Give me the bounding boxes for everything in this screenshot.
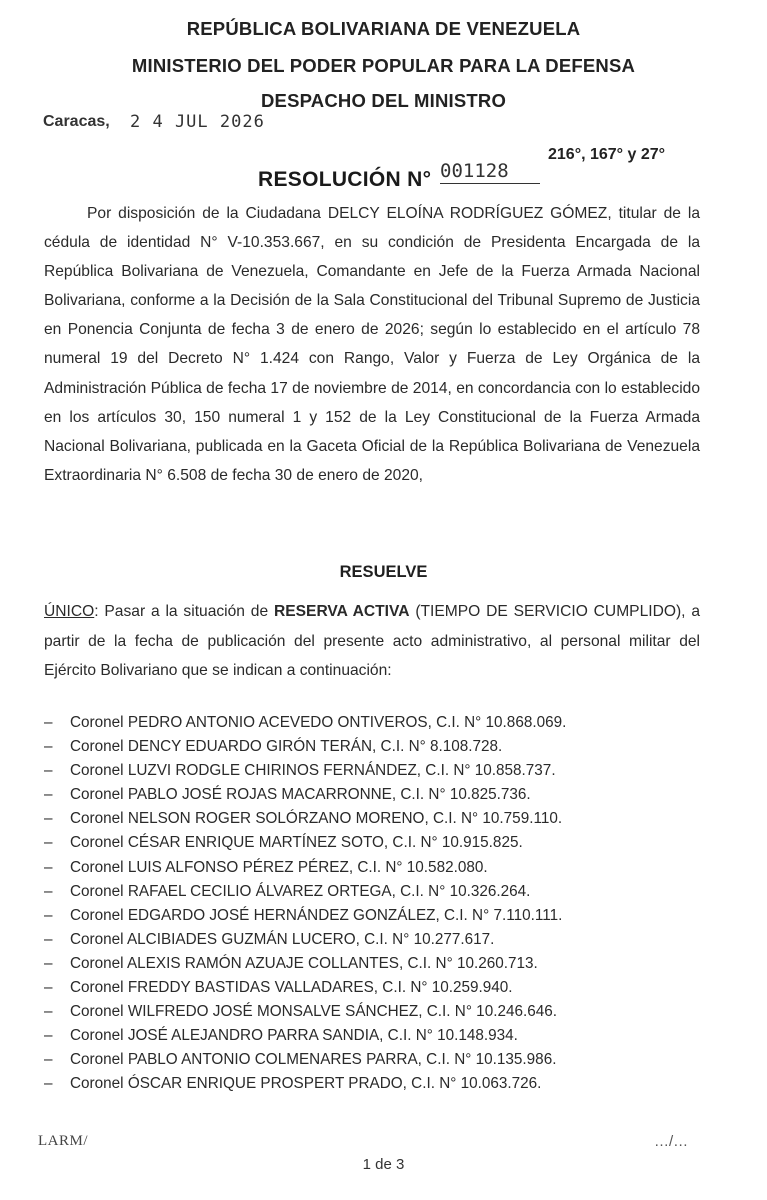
list-dash: – [44, 906, 53, 924]
list-dash: – [44, 979, 53, 997]
list-item [44, 735, 566, 759]
continuation-mark: …/… [654, 1133, 689, 1150]
personnel-entry: Coronel NELSON ROGER SOLÓRZANO MORENO, C.I. N° 10.759.110. [70, 810, 563, 828]
personnel-entry: Coronel ÓSCAR ENRIQUE PROSPERT PRADO, C.I. N° 10.063.726. [70, 1075, 542, 1093]
personnel-entry: Coronel ALEXIS RAMÓN AZUAJE COLLANTES, C.I. N° 10.260.713. [70, 954, 538, 972]
personnel-entry: Coronel RAFAEL CECILIO ÁLVAREZ ORTEGA, C.I. N° 10.326.264. [70, 882, 531, 900]
list-item [44, 928, 566, 952]
operative-paragraph [44, 597, 700, 686]
list-item [44, 1000, 566, 1024]
list-item [44, 1048, 566, 1072]
personnel-entry: Coronel FREDDY BASTIDAS VALLADARES, C.I. N° 10.259.940. [70, 979, 513, 997]
personnel-entry: Coronel PEDRO ANTONIO ACEVEDO ONTIVEROS, C.I. N° 10.868.069. [70, 714, 567, 731]
header-line-ministry: MINISTERIO DEL PODER POPULAR PARA LA DEFENSA [131, 55, 636, 76]
personnel-entry: Coronel LUZVI RODGLE CHIRINOS FERNÁNDEZ, C.I. N° 10.858.737. [70, 762, 556, 780]
date-stamp: 2 4 JUL 2026 [130, 112, 265, 132]
operative-label: ÚNICO [44, 603, 95, 620]
list-item [44, 711, 566, 735]
list-dash: – [44, 786, 53, 804]
list-item [44, 952, 566, 976]
list-dash: – [44, 930, 53, 948]
list-item [44, 783, 566, 807]
resolution-years: 216°, 167° y 27° [548, 146, 666, 163]
list-item [44, 831, 566, 855]
operative-text-2: (TIEMPO DE SERVICIO CUMPLIDO), a partir de la fecha de publicación del presente acto administrativo, al personal militar del Ejército Bolivariano que se indican a continuación: [44, 603, 701, 679]
list-item [44, 880, 566, 904]
list-dash: – [44, 954, 53, 972]
list-dash: – [44, 810, 53, 828]
personnel-entry: Coronel DENCY EDUARDO GIRÓN TERÁN, C.I. N° 8.108.728. [70, 738, 503, 756]
list-dash: – [44, 714, 53, 731]
personnel-entry: Coronel EDGARDO JOSÉ HERNÁNDEZ GONZÁLEZ, C.I. N° 7.110.111. [70, 906, 563, 924]
list-dash: – [44, 858, 53, 876]
document-place: Caracas, [43, 113, 110, 130]
list-dash: – [44, 762, 53, 780]
list-item [44, 976, 566, 1000]
page-number: 1 de 3 [362, 1156, 405, 1173]
list-dash: – [44, 834, 53, 852]
intro-paragraph: Por disposición de la Ciudadana DELCY ELOÍNA RODRÍGUEZ GÓMEZ, titular de la cédula de identidad N° V-10.353.667, en su condición de Presidenta Encargada de la República Bolivariana de Venezuela, Comandante en Jefe de la Fuerza Armada Nacional Bolivariana, conforme a la Decisión de la Sala Constitucional del Tribunal Supremo de Justicia en Ponencia Conjunta de fecha 3 de enero de 2026; según lo establecido en el artículo 78 numeral 19 del Decreto N° 1.424 con Rango, Valor y Fuerza de Ley Orgánica de la Administración Pública de fecha 17 de noviembre de 2014, en concordancia con lo establecido en los artículos 30, 150 numeral 1 y 152 de la Ley Constitucional de la Fuerza Armada Nacional Bolivariana, publicada en la Gaceta Oficial de la República Bolivariana de Venezuela Extraordinaria N° 6.508 de fecha 30 de enero de 2020, [44, 205, 700, 484]
personnel-entry: Coronel CÉSAR ENRIQUE MARTÍNEZ SOTO, C.I. N° 10.915.825. [70, 834, 523, 852]
list-dash: – [44, 1003, 53, 1021]
header-line-office: DESPACHO DEL MINISTRO [260, 90, 507, 111]
list-item [44, 807, 566, 831]
list-dash: – [44, 738, 53, 756]
list-dash: – [44, 1075, 53, 1093]
resolution-number: 001128 [440, 160, 540, 184]
list-dash: – [44, 1051, 53, 1069]
personnel-entry: Coronel PABLO JOSÉ ROJAS MACARRONNE, C.I. N° 10.825.736. [70, 786, 531, 804]
resuelve-heading: RESUELVE [339, 563, 428, 581]
resolution-label: RESOLUCIÓN N° [258, 168, 432, 191]
author-initials: LARM/ [38, 1133, 89, 1149]
operative-bold: RESERVA ACTIVA [273, 603, 410, 620]
list-item [44, 1072, 566, 1096]
personnel-entry: Coronel ALCIBIADES GUZMÁN LUCERO, C.I. N° 10.277.617. [70, 930, 495, 948]
list-dash: – [44, 1027, 53, 1045]
list-item [44, 1024, 566, 1048]
list-item [44, 904, 566, 928]
list-item [44, 759, 566, 783]
personnel-list [44, 711, 566, 1097]
list-dash: – [44, 882, 53, 900]
header-line-republic: REPÚBLICA BOLIVARIANA DE VENEZUELA [186, 18, 581, 39]
personnel-entry: Coronel PABLO ANTONIO COLMENARES PARRA, C.I. N° 10.135.986. [70, 1051, 557, 1069]
personnel-entry: Coronel JOSÉ ALEJANDRO PARRA SANDIA, C.I. N° 10.148.934. [70, 1027, 518, 1045]
personnel-entry: Coronel LUIS ALFONSO PÉREZ PÉREZ, C.I. N° 10.582.080. [70, 858, 488, 876]
operative-text-1: : Pasar a la situación de [94, 603, 274, 620]
personnel-entry: Coronel WILFREDO JOSÉ MONSALVE SÁNCHEZ, C.I. N° 10.246.646. [70, 1003, 557, 1021]
list-item [44, 856, 566, 880]
